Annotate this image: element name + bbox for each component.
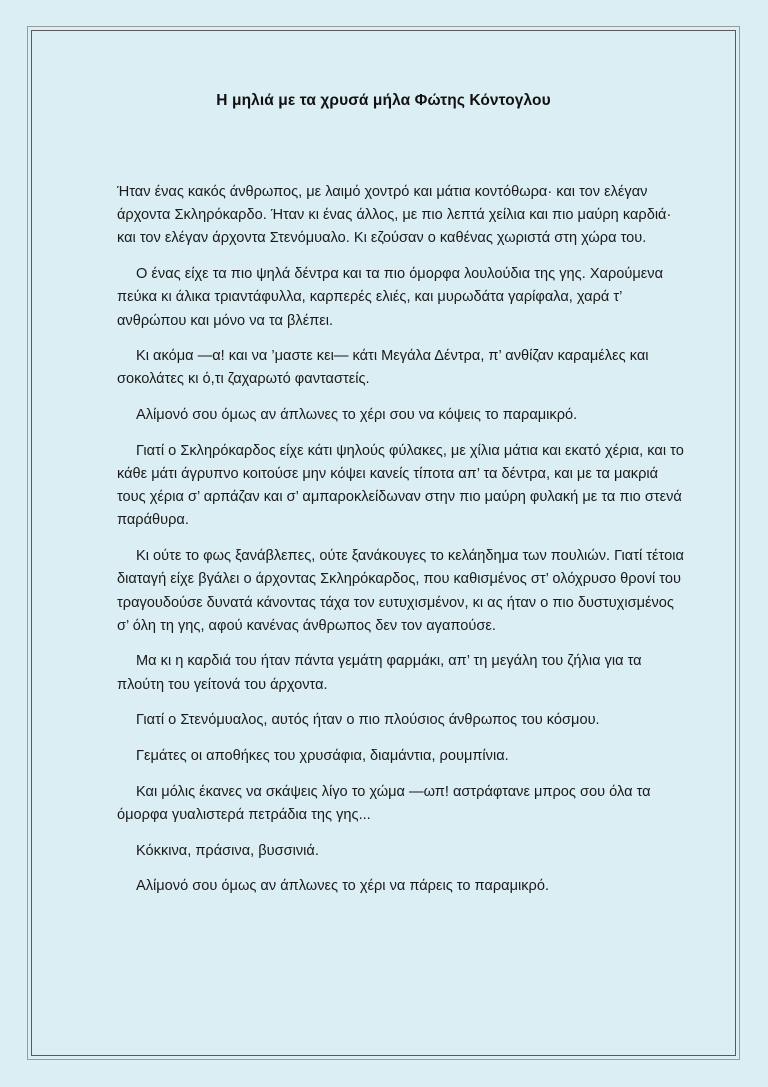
paragraph: Κι ακόμα —α! και να ’μαστε κει— κάτι Μεγάλα Δέντρα, π’ ανθίζαν καραμέλες και σοκολάτες κι ό,τι ζαχαρωτό φανταστείς.: [117, 348, 649, 388]
document-page: [31, 30, 736, 1056]
paragraph: Αλίμονό σου όμως αν άπλωνες το χέρι να πάρεις το παραμικρό.: [136, 878, 549, 895]
paragraph: Γεμάτες οι αποθήκες του χρυσάφια, διαμάντια, ρουμπίνια.: [136, 748, 509, 765]
document-title: Η μηλιά με τα χρυσά μήλα Φώτης Κόντογλου: [216, 92, 551, 109]
paragraph: Αλίμονό σου όμως αν άπλωνες το χέρι σου να κόψεις το παραμικρό.: [136, 407, 578, 424]
paragraph: Κόκκινα, πράσινα, βυσσινιά.: [136, 842, 319, 859]
document-body: [117, 181, 687, 911]
paragraph: Γιατί ο Σκληρόκαρδος είχε κάτι ψηλούς φύλακες, με χίλια μάτια και εκατό χέρια, και το κάθε μάτι άγρυπνο κοιτούσε μην κόψει κανείς τίποτα απ’ τα δέντρα, και με τα μακριά τους χέρια σ’ αρπάζαν και σ’ αμπαροκλείδωναν στην πιο μαύρη φυλακή με τα πιο στενά παράθυρα.: [117, 442, 684, 529]
paragraph: Ο ένας είχε τα πιο ψηλά δέντρα και τα πιο όμορφα λουλούδια της γης. Χαρούμενα πεύκα κι άλικα τριαντάφυλλα, καρπερές ελιές, και μυρωδάτα γαρίφαλα, χαρά τ’ ανθρώπου και μόνο να τα βλέπει.: [117, 266, 664, 329]
paragraph: Γιατί ο Στενόμυαλος, αυτός ήταν ο πιο πλούσιος άνθρωπος του κόσμου.: [136, 712, 600, 729]
paragraph: Μα κι η καρδιά του ήταν πάντα γεμάτη φαρμάκι, απ’ τη μεγάλη του ζήλια για τα πλούτη του γείτονά του άρχοντα.: [117, 653, 642, 693]
paragraph: Ήταν ένας κακός άνθρωπος, με λαιμό χοντρό και μάτια κοντόθωρα· και τον ελέγαν άρχοντα Σκληρόκαρδο. Ήταν κι ένας άλλος, με πιο λεπτά χείλια και πιο μαύρη καρδιά· και τον ελέγαν άρχοντα Στενόμυαλο. Κι εζούσαν ο καθένας χωριστά στη χώρα του.: [117, 184, 672, 247]
paragraph: Κι ούτε το φως ξανάβλεπες, ούτε ξανάκουγες το κελάηδημα των πουλιών. Γιατί τέτοια διαταγή είχε βγάλει ο άρχοντας Σκληρόκαρδος, που καθισμένος στ’ ολόχρυσο θρονί του τραγουδούσε δυνατά κάνοντας τάχα τον ευτυχισμένον, κι ας ήταν ο πιο δυστυχισμένος σ’ όλη τη γης, αφού κανένας άνθρωπος δεν τον αγαπούσε.: [117, 548, 684, 634]
paragraph: Και μόλις έκανες να σκάψεις λίγο το χώμα —ωπ! αστράφτανε μπρος σου όλα τα όμορφα γυαλιστερά πετράδια της γης...: [117, 783, 651, 823]
